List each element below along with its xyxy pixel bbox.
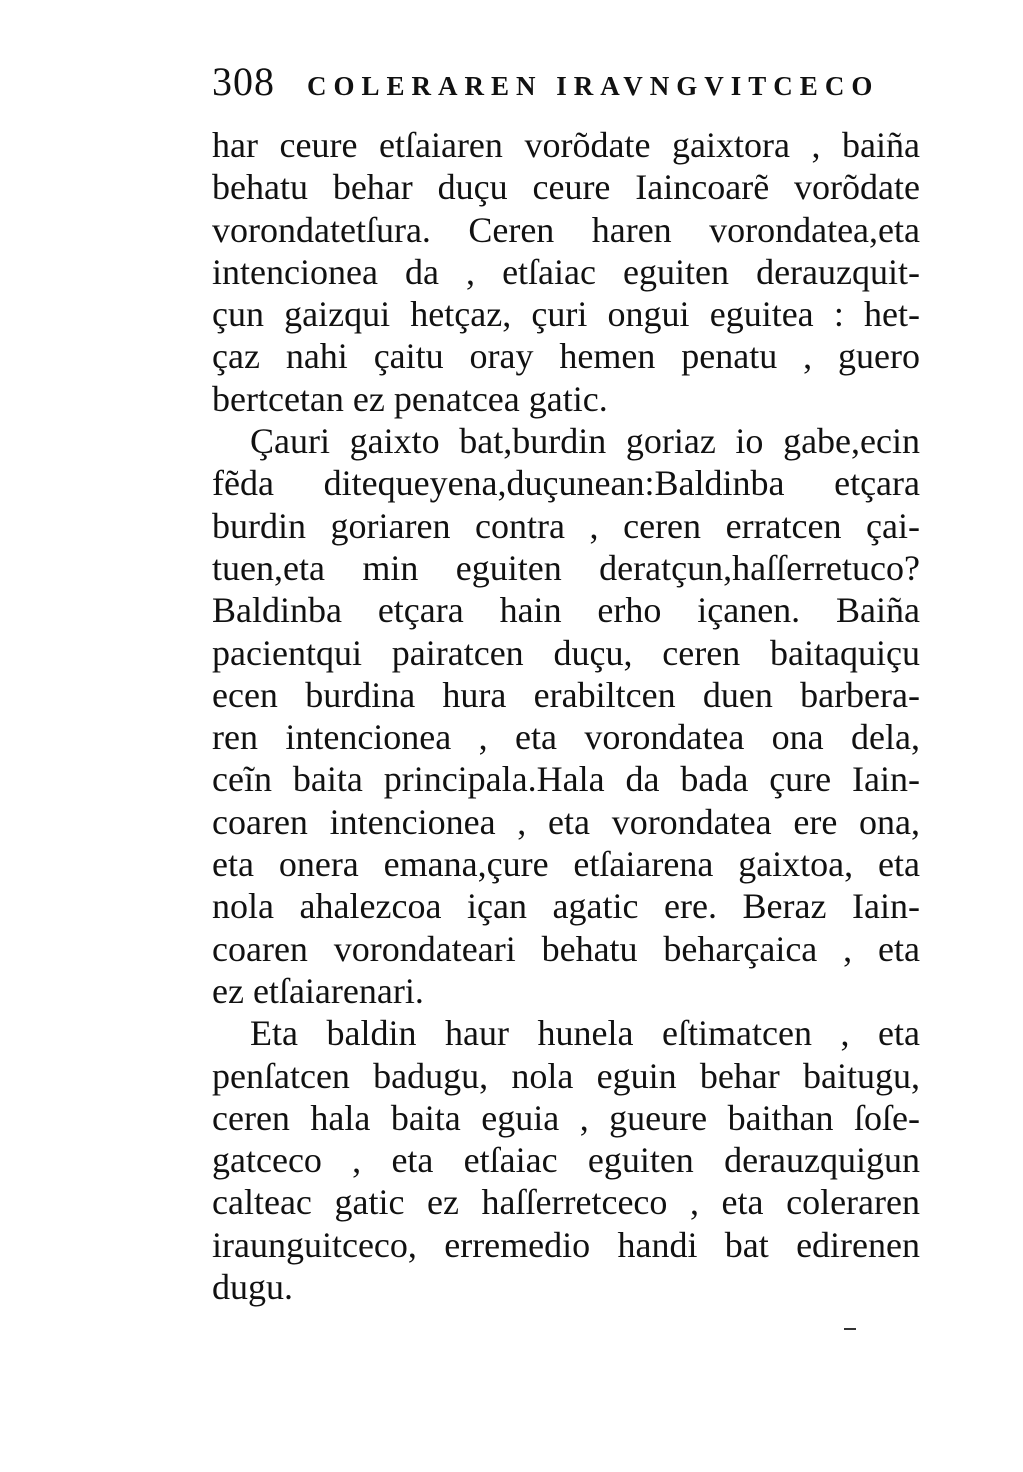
text-line: çun gaizqui hetçaz, çuri ongui eguitea : het- — [212, 294, 920, 335]
text-line: dugu. — [212, 1267, 293, 1308]
page-number: 308 — [212, 59, 275, 104]
text-line: gatceco , eta etſaiac eguiten derauzquigun — [212, 1140, 920, 1181]
text-line: coaren vorondateari behatu beharçaica , eta — [212, 928, 920, 969]
text-line: Baldinba etçara hain erho içanen. Baiña — [212, 590, 920, 631]
body-text — [212, 124, 920, 1308]
text-line: ceĩn baita principala.Hala da bada çure Iain- — [212, 759, 920, 800]
text-line: iraunguitceco, erremedio handi bat edirenen — [212, 1224, 920, 1265]
text-line: penſatcen badugu, nola eguin behar baitugu, — [212, 1055, 920, 1096]
text-line: ren intencionea , eta vorondatea ona dela, — [212, 717, 920, 758]
text-line: calteac gatic ez haſſerretceco , eta coleraren — [212, 1182, 920, 1223]
text-line: bertcetan ez penatcea gatic. — [212, 378, 608, 419]
text-line: pacientqui pairatcen duçu, ceren baitaquiçu — [212, 632, 920, 673]
text-line: Eta baldin haur hunela eſtimatcen , eta — [250, 1013, 920, 1054]
text-line: intencionea da , etſaiac eguiten derauzquit- — [212, 251, 920, 292]
text-line: ecen burdina hura erabiltcen duen barbera- — [212, 674, 920, 715]
text-line: burdin goriaren contra , ceren erratcen çai- — [212, 505, 920, 546]
text-line: ez etſaiarenari. — [212, 970, 424, 1011]
text-line: fẽda ditequeyena,duçunean:Baldinba etçara — [212, 463, 920, 504]
running-title: COLERAREN IRAVNGVITCECO — [307, 71, 880, 101]
text-line: eta onera emana,çure etſaiarena gaixtoa, eta — [212, 844, 920, 885]
text-line: tuen,eta min eguiten deratçun,haſſerretuco? — [212, 547, 920, 588]
text-line: ceren hala baita eguia , gueure baithan ſoſe- — [212, 1097, 920, 1138]
text-line: behatu behar duçu ceure Iaincoarẽ vorõdate — [212, 167, 920, 208]
text-line: çaz nahi çaitu oray hemen penatu , guero — [212, 336, 920, 377]
running-head — [212, 58, 922, 102]
text-line: vorondatetſura. Ceren haren vorondatea,eta — [212, 209, 920, 250]
text-line: Çauri gaixto bat,burdin goriaz io gabe,ecin — [250, 421, 920, 462]
text-line: har ceure etſaiaren vorõdate gaixtora , baiña — [212, 125, 920, 165]
print-speck — [844, 1328, 856, 1330]
text-line: coaren intencionea , eta vorondatea ere ona, — [212, 801, 920, 842]
text-line: nola ahalezcoa içan agatic ere. Beraz Iain- — [212, 886, 920, 927]
